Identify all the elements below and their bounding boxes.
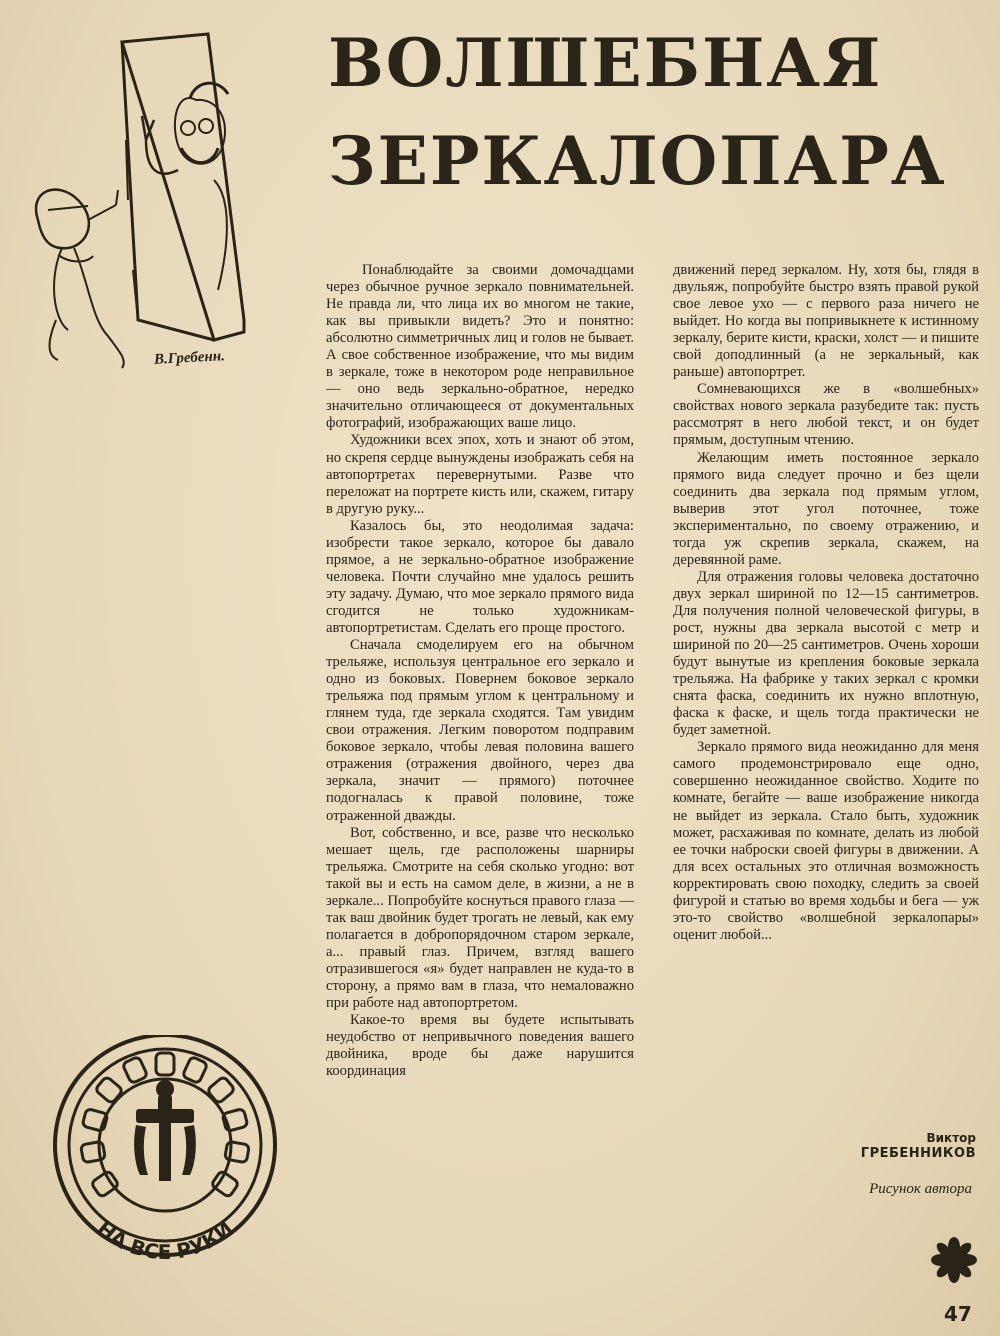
title-line-1: ВОЛШЕБНАЯ (328, 24, 883, 102)
paragraph: Желающим иметь постоянное зеркало прямого вида следует прочно и без щели соединить два зеркала под прямым углом, выверив этот угол поточнее, тоже экспериментально, по своему отражению, и тогда уж скрепив зеркала, скажем, на деревянной раме. (673, 449, 979, 568)
article-title (328, 14, 988, 210)
paragraph: Художники всех эпох, хоть и знают об этом, но скрепя сердце вынуждены изображать себя на автопортретах перевернутыми. Разве что переложат на портрете кисть или, скажем, гитару в другую руку... (326, 432, 634, 517)
page-number: 47 (944, 1302, 972, 1326)
paragraph: Какое-то время вы будете испытывать неудобство от непривычного поведения вашего двойника, вроде бы даже нарушится координация (326, 1012, 634, 1080)
paragraph: Зеркало прямого вида неожиданно для меня самого продемонстрировало еще одно, совершенно неожиданное свойство. Ходите по комнате, бегайте — ваше изображение никогда не выйдет из зеркала. Стало быть, художник может, расхаживая по комнате, делать из любой ее точки наброски своей фигуры в движении. А для всех остальных это отличная возможность корректировать свою походку, следить за своей фигурой и статью во время ходьбы и бега — уж это-то свойство «волшебной зеркалопары» оценит любой... (673, 739, 979, 943)
author-byline (780, 1130, 976, 1162)
paragraph: Казалось бы, это неодолимая задача: изобрести такое зеркало, которое бы давало прямое, а не зеркально-обратное изображение человека. Почти случайно мне удалось решить эту задачу. Думаю, что мое зеркало прямого вида сгодится не только художникам-автопортретистам. Сделать его проще простого. (326, 517, 634, 636)
paragraph: Понаблюдайте за своими домочадцами через обычное ручное зеркало повнимательней. Не правда ли, что лица их во многом не такие, как вы привыкли видеть? Это и понятно: абсолютно симметричных лиц и голов не бывает. А свое собственное изображение, что мы видим в зеркале, тоже в некотором роде неправильное — оно ведь зеркально-обратное, нередко значительно отличающееся от документальных фотографий, изображающих ваше лицо. (326, 262, 634, 432)
illustration-caption: Рисунок автора (869, 1181, 972, 1197)
paragraph: движений перед зеркалом. Ну, хотя бы, глядя в двульяж, попробуйте быстро взять правой рукой свое левое ухо — с первого раза ничего не выйдет. Но когда вы попривыкнете к истинному зеркалу, берите кисти, краски, холст — и пишите свой доподлинный (а не зеркальный, как раньше) автопортрет. (673, 262, 980, 381)
illustration-signature: В.Гребенн. (153, 348, 226, 368)
author-first-name: Виктор (926, 1131, 976, 1145)
asterisk-ornament-icon (930, 1236, 978, 1284)
section-emblem (40, 1035, 290, 1295)
article-column-left (326, 262, 634, 1080)
author-last-name: ГРЕБЕННИКОВ (860, 1146, 976, 1161)
paragraph: Для отражения головы человека достаточно двух зеркал шириной по 12—15 сантиметров. Для получения полной человеческой фигуры, в рост, нужны два зеркала высотой с метр и шириной по 20—25 сантиметров. Очень хороши будут вынутые из крепления боковые зеркала трельяжа. На фабрике у таких зеркал с кромки снята фаска, соединить их нужно вплотную, фаска к фаске, и щель тогда практически не будет заметной. (673, 568, 979, 739)
paragraph: Сначала смоделируем его на обычном трельяже, используя центральное его зеркало и одно из боковых. Повернем боковое зеркало трельяжа под прямым углом к центральному и глянем туда, где зеркала сходятся. Там увидим свои отражения. Легким поворотом подправим боковое зеркало, чтобы левая половина вашего отражения (отражения двойного, через два зеркала, значит — прямого) поточнее подогналась к правой половине, тоже отраженной дважды. (326, 637, 634, 824)
emblem-label: НА ВСЕ РУКИ (92, 1216, 238, 1264)
title-line-2: ЗЕРКАЛОПАРА (328, 122, 947, 200)
author-illustration (18, 20, 248, 380)
paragraph: Вот, собственно, и все, разве что несколько мешает щель, где расположены шарниры трельяжа. Смотрите на себя сколько угодно: вот такой вы и есть на самом деле, в жизни, а не в зеркале... Попробуйте коснуться правого глаза — так ваш двойник будет трогать не левый, как ему полагается в добропорядочном старом зеркале, а... правый глаз. Причем, взгляд вашего отразившегося «я» будет направлен не куда-то в сторону, а прямо вам в глаза, что немаловажно при работе над автопортретом. (326, 824, 634, 1012)
article-column-right (673, 262, 979, 944)
paragraph: Сомневающихся же в «волшебных» свойствах нового зеркала разубедите так: пусть рассмотрят в него любой текст, и он будет прямым, доступным чтению. (673, 381, 979, 449)
